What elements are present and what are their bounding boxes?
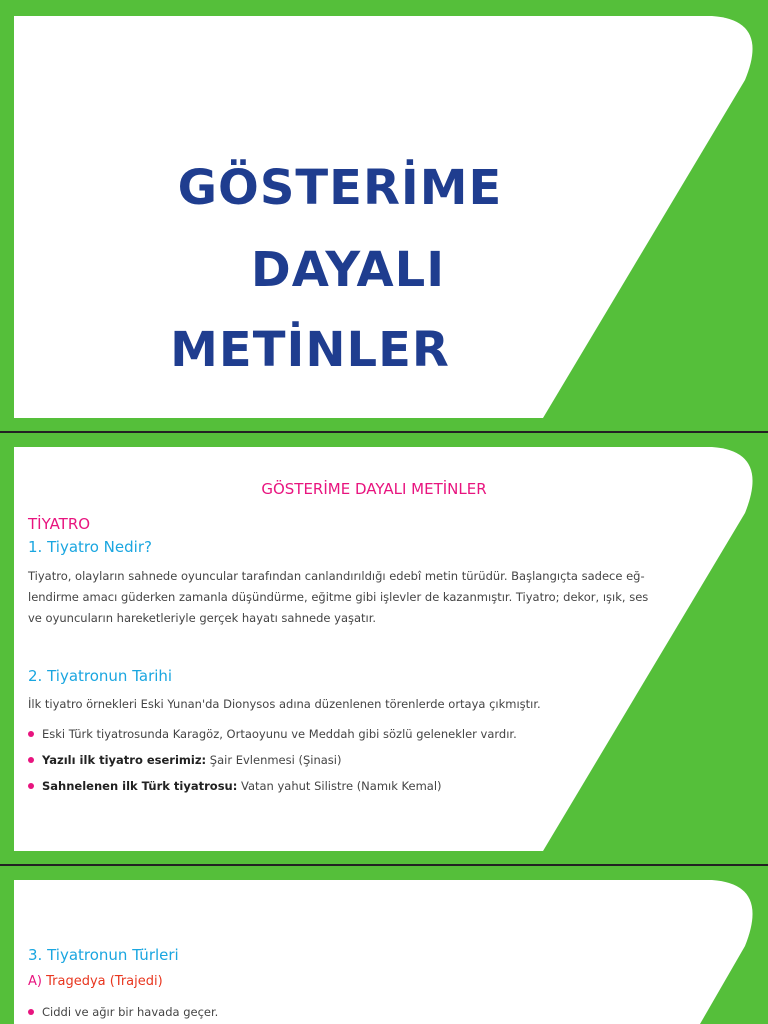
paragraph-line: ve oyuncuların hareketleriyle gerçek hayatı sahnede yaşatır.: [28, 611, 377, 625]
question-heading-3: 3. Tiyatronun Türleri: [28, 946, 179, 964]
list-item: Sahnelenen ilk Türk tiyatrosu: Vatan yahut Silistre (Namık Kemal): [28, 773, 688, 799]
question-heading-1: 1. Tiyatro Nedir?: [28, 538, 152, 556]
paragraph-line: lendirme amacı güderken zamanla düşündürme, eğitme gibi işlevler de kazanmıştır. Tiyatro; dekor, ışık, ses: [28, 590, 649, 604]
bullet-list: [28, 999, 688, 1024]
slide-theatre-types: [0, 866, 768, 1024]
cover-title-line-2: DAYALI: [250, 242, 446, 298]
type-heading-a: A) Tragedya (Trajedi): [28, 974, 163, 989]
slide-theatre-intro: [0, 433, 768, 864]
question-heading-2: 2. Tiyatronun Tarihi: [28, 667, 173, 685]
bullet-list: [28, 721, 688, 799]
paragraph-history: İlk tiyatro örnekleri Eski Yunan'da Dionysos adına düzenlenen törenlerde ortaya çıkmıştır.: [28, 697, 541, 711]
cover-title-line-1: GÖSTERİME: [177, 160, 503, 216]
list-item: Eski Türk tiyatrosunda Karagöz, Ortaoyunu ve Meddah gibi sözlü gelenekler vardır.: [28, 721, 688, 747]
paragraph-line: Tiyatro, olayların sahnede oyuncular tarafından canlandırıldığı edebî metin türüdür. Başlangıçta sadece eğ-: [28, 569, 645, 583]
bullet-icon: [28, 1009, 34, 1015]
slide-header: GÖSTERİME DAYALI METİNLER: [261, 480, 487, 498]
bullet-icon: [28, 783, 34, 789]
section-title: TİYATRO: [28, 515, 91, 533]
list-item: Ciddi ve ağır bir havada geçer.: [28, 999, 688, 1024]
bullet-icon: [28, 757, 34, 763]
list-item: Yazılı ilk tiyatro eserimiz: Şair Evlenmesi (Şinasi): [28, 747, 688, 773]
cover-title-line-3: METİNLER: [170, 322, 450, 378]
bullet-icon: [28, 731, 34, 737]
paragraph-definition: [28, 566, 688, 629]
slide-cover: [0, 0, 768, 431]
